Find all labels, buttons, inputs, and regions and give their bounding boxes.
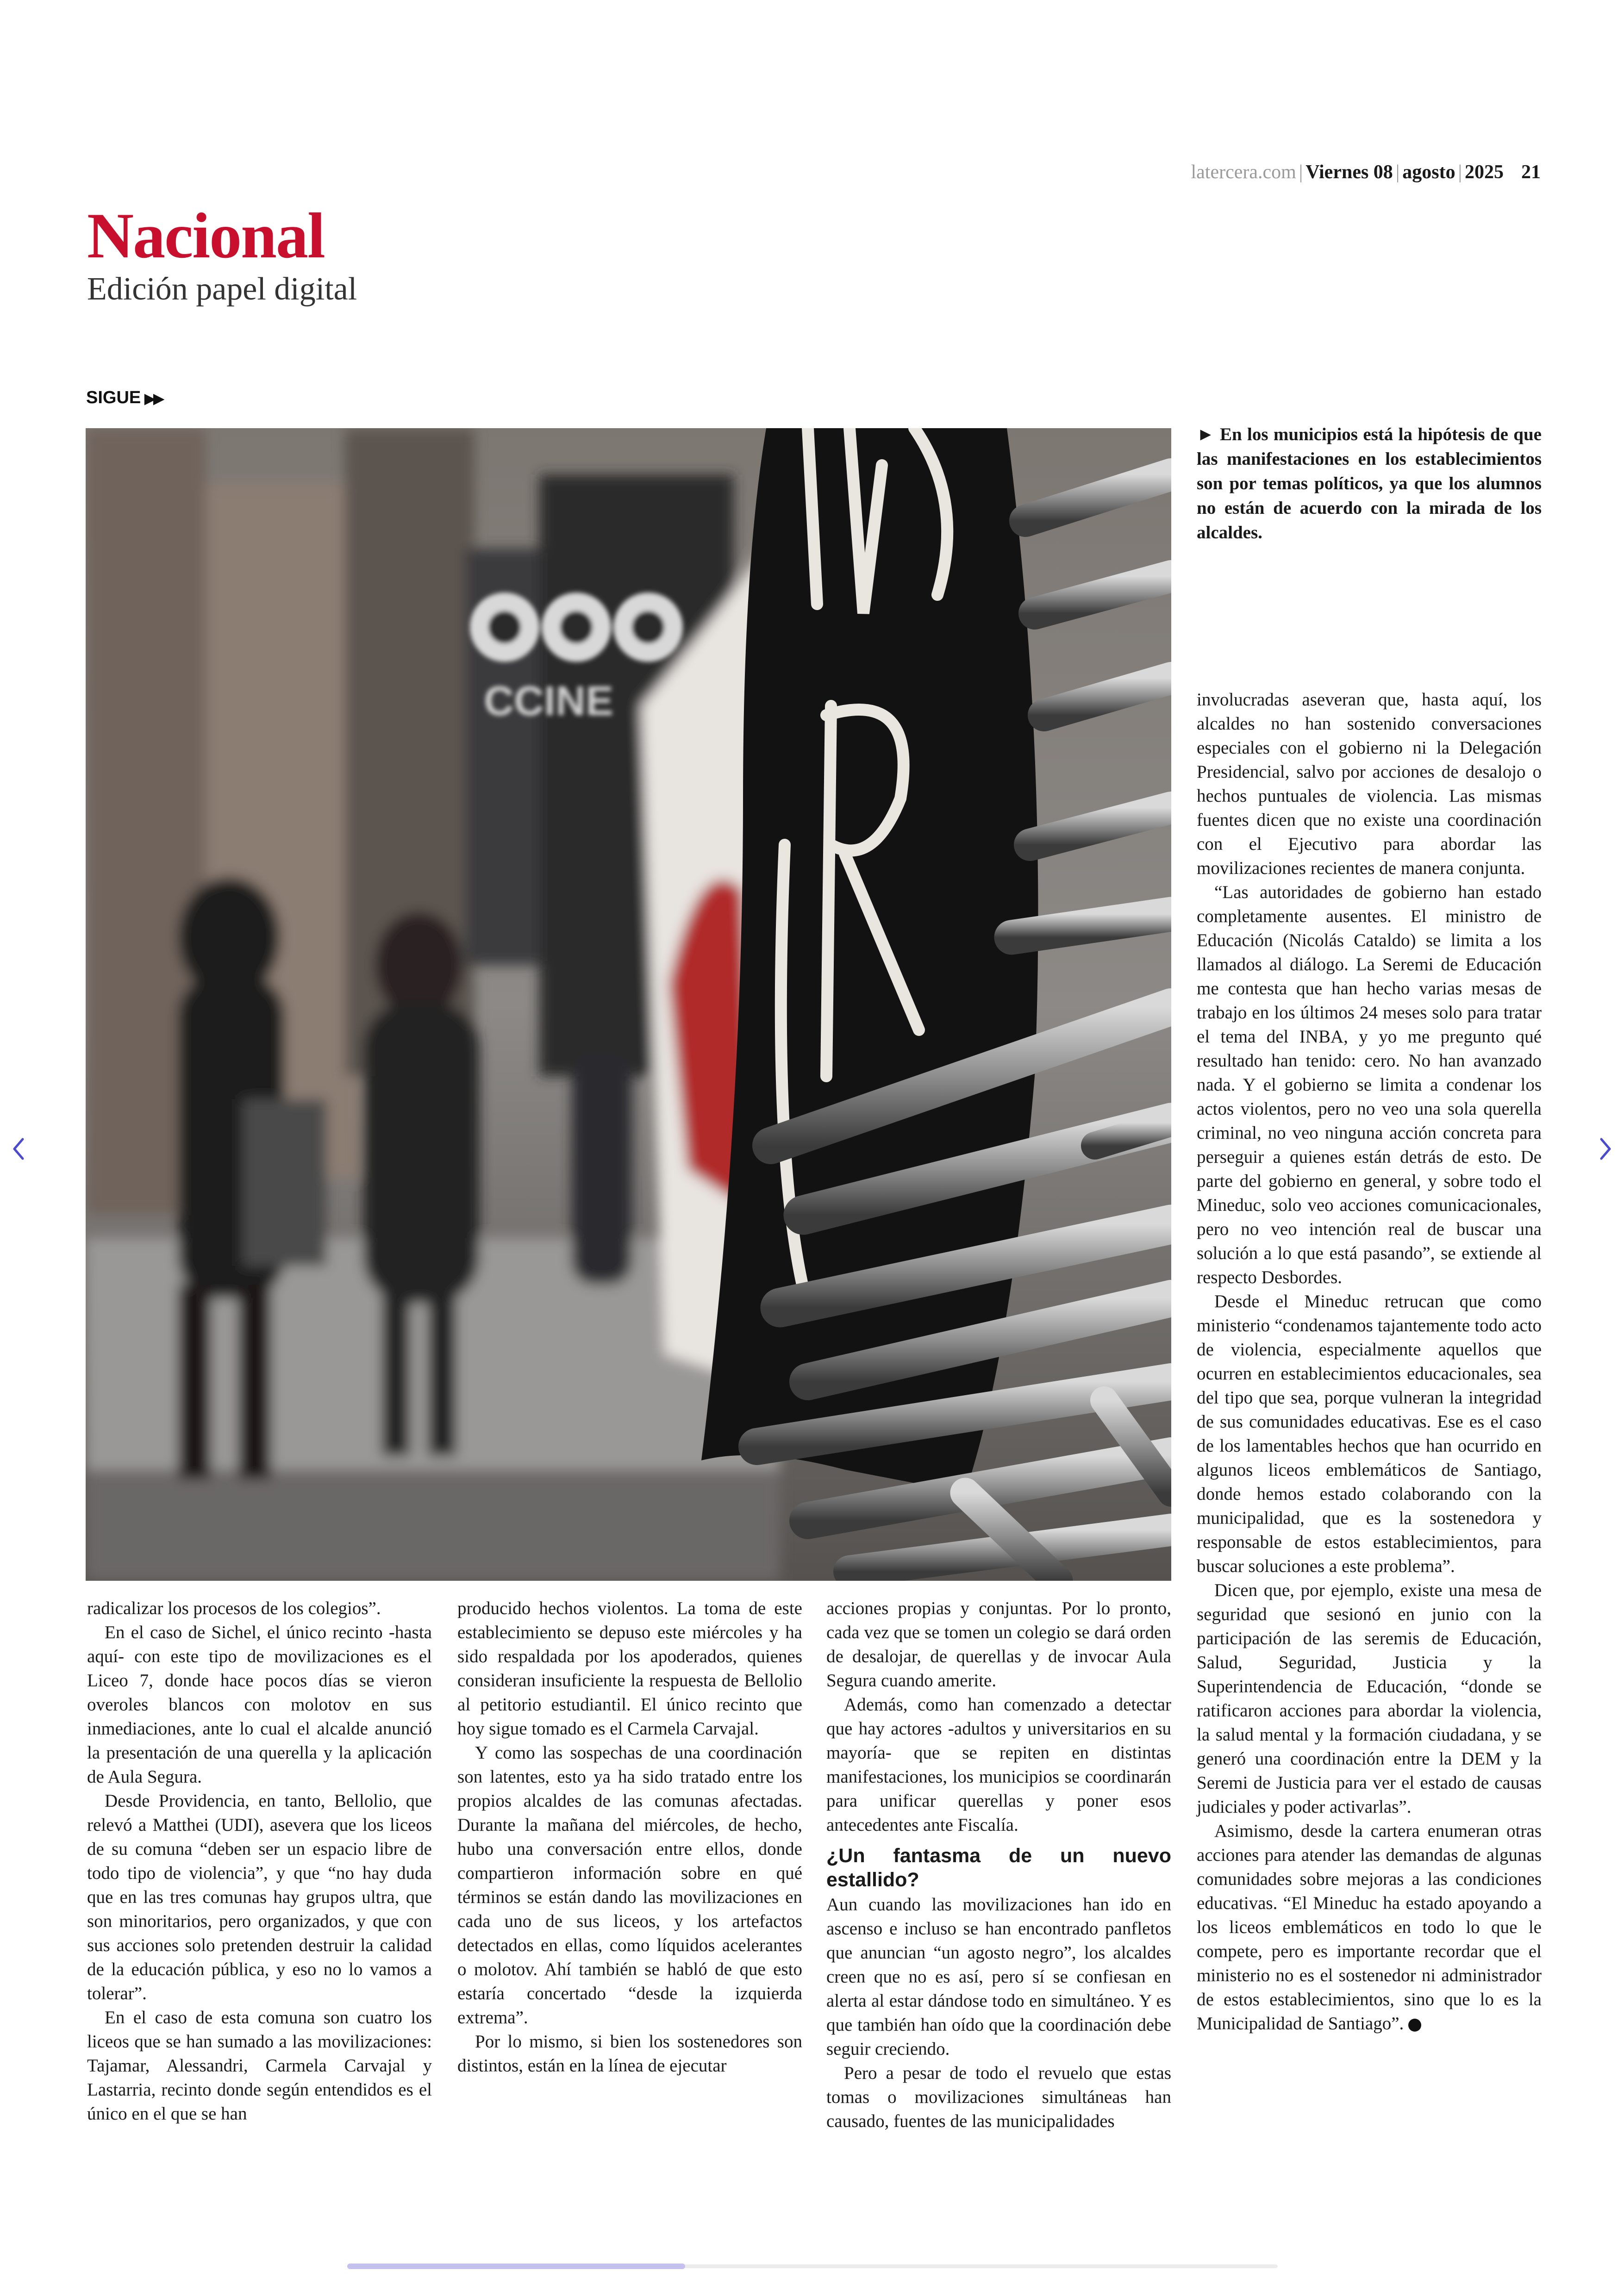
end-of-article-icon bbox=[1408, 2019, 1421, 2032]
protest-photo-illustration bbox=[86, 428, 1171, 1581]
previous-page-button[interactable] bbox=[5, 1126, 32, 1172]
paragraph: Además, como han comenzado a detectar que hay actores -adultos y universitarios en su mayoría- que se repiten en distintas manifestaciones, los municipios se coordinarán para unificar querellas y poner esos antecedentes ante Fiscalía. bbox=[826, 1695, 1171, 1835]
paragraph: Desde el Mineduc retrucan que como ministerio “condenamos tajantemente todo acto de violencia, especialmente aquellos que ocurren en establecimientos educacionales, sea del tipo que sea, porque vulneran la integridad de sus comunidades educativas. Ese es el caso de los lamentables hechos que han ocurrido en algunos liceos emblemáticos de Santiago, donde hemos estado colaborando con la municipalidad, que es la sostenedora y responsable de estos establecimientos, para buscar soluciones a este problema”. bbox=[1197, 1291, 1542, 1576]
paragraph: involucradas aseveran que, hasta aquí, los alcaldes no han sostenido conversaciones especiales con el gobierno ni la Delegación Presidencial, salvo por acciones de desalojo o hechos puntuales de violencia. Las mismas fuentes dicen que no existe una coordinación con el Ejecutivo para abordar las movilizaciones recientes de manera conjunta. bbox=[1197, 690, 1542, 878]
page-number: 21 bbox=[1521, 162, 1541, 183]
paragraph: Pero a pesar de todo el revuelo que estas tomas o movilizaciones simultáneas han causado, fuentes de las municipalidades bbox=[826, 2063, 1171, 2131]
header-day: Viernes 08 bbox=[1305, 162, 1393, 183]
double-arrow-icon: ▶▶ bbox=[144, 391, 162, 406]
paragraph: radicalizar los procesos de los colegios”. bbox=[87, 1598, 381, 1618]
site-name: latercera.com bbox=[1191, 162, 1296, 183]
paragraph-text: Asimismo, desde la cartera enumeran otras acciones para atender las demandas de algunas comunidades sobre mejoras a las condiciones educativas. “El Mineduc ha estado apoyando a los liceos emblemáticos en todo lo que le compete, pero es importante recordar que el ministerio no es el sostenedor ni administrador de estos establecimientos, sino que lo es la Municipalidad de Santiago”. bbox=[1197, 1821, 1542, 2033]
section-title: Nacional bbox=[87, 200, 325, 272]
article-column-4 bbox=[1197, 688, 1542, 2036]
edition-label: Edición papel digital bbox=[87, 271, 357, 307]
chevron-right-icon bbox=[1599, 1137, 1612, 1160]
paragraph: Dicen que, por ejemplo, existe una mesa de seguridad que sesionó en junio con la participación de las seremis de Educación, Salud, Seguridad, Justicia y la Superintendencia de Educación, “donde se ratificaron acciones para abordar la violencia, la salud mental y la formación ciudadana, y se generó una coordinación entre la DEM y la Seremi de Justicia para ver el estado de causas judiciales y poder activarlas”. bbox=[1197, 1580, 1542, 1817]
paragraph: En el caso de Sichel, el único recinto -hasta aquí- con este tipo de movilizaciones es el Liceo 7, donde hace pocos días se vieron overoles blancos con molotov en sus inmediaciones, ante lo cual el alcalde anunció la presentación de una querella y la aplicación de Aula Segura. bbox=[87, 1622, 432, 1787]
scrollbar-thumb[interactable] bbox=[347, 2264, 685, 2269]
paragraph: Por lo mismo, si bien los sostenedores son distintos, están en la línea de ejecutar bbox=[457, 2032, 802, 2076]
article-photo bbox=[86, 428, 1171, 1581]
paragraph: producido hechos violentos. La toma de este establecimiento se depuso este miércoles y ha sido respaldada por los apoderados, quienes consideran insuficiente la respuesta de Bellolio al petitorio estudiantil. El único recinto que hoy sigue tomado es el Carmela Carvajal. bbox=[457, 1598, 802, 1739]
header-month: agosto bbox=[1402, 162, 1455, 183]
photo-caption: ► En los municipios está la hipótesis de que las manifestaciones en los establecimientos son por temas políticos, ya que los alumnos no están de acuerdo con la mirada de los alcaldes. bbox=[1197, 424, 1542, 543]
paragraph-last bbox=[1197, 1819, 1542, 2036]
page-header-info: latercera.com | Viernes 08 | agosto | 2025 21 bbox=[1191, 162, 1541, 183]
article-column-1 bbox=[87, 1597, 432, 2126]
paragraph: Desde Providencia, en tanto, Bellolio, que relevó a Matthei (UDI), asevera que los liceos de su comuna “deben ser un espacio libre de todo tipo de violencia”, y que “no hay duda que en las tres comunas hay grupos ultra, que son minoritarios, pero organizados, y que con sus acciones solo pretenden destruir la calidad de la educación pública, y eso no lo vamos a tolerar”. bbox=[87, 1791, 432, 2003]
continues-label bbox=[86, 388, 162, 408]
article-subheading: ¿Un fantasma de un nuevo estallido? bbox=[826, 1845, 1171, 1891]
paragraph: Y como las sospechas de una coordinación son latentes, esto ya ha sido tratado entre los propios alcaldes de las comunas afectadas. Durante la mañana del miércoles, de hecho, hubo una conversación entre ellos, donde compartieron información sobre en qué términos se están dando las movilizaciones en cada uno de sus liceos, y los artefactos detectados en ellas, como líquidos acelerantes o molotov. Ahí también se habló de que esto estaría concertado “desde la izquierda extrema”. bbox=[457, 1743, 802, 2027]
article-column-3 bbox=[826, 1597, 1171, 2133]
paragraph: acciones propias y conjuntas. Por lo pronto, cada vez que se tomen un colegio se dará orden de desalojar, de querellas y de invocar Aula Segura cuando amerite. bbox=[826, 1598, 1171, 1690]
paragraph: “Las autoridades de gobierno han estado completamente ausentes. El ministro de Educación (Nicolás Cataldo) se limita a los llamados al diálogo. La Seremi de Educación me contesta que han hecho varias mesas de trabajo en los últimos 24 meses solo para tratar el tema del INBA, y yo me pregunto qué resultado han tenido: cero. No han avanzado nada. Y el gobierno se limita a condenar los actos violentos, pero no veo una sola querella criminal, no veo ninguna acción concreta para perseguir a quienes están detrás de esto. De parte del gobierno en general, y sobre todo el Mineduc, solo veo acciones comunicacionales, pero no veo intención real de buscar una solución a lo que está pasando”, se extiende al respecto Desbordes. bbox=[1197, 882, 1542, 1287]
sign-text: CCINE bbox=[484, 678, 614, 724]
chevron-left-icon bbox=[12, 1137, 25, 1160]
continues-text: SIGUE bbox=[86, 388, 141, 407]
header-year: 2025 bbox=[1465, 162, 1504, 183]
article-column-2 bbox=[457, 1597, 802, 2078]
next-page-button[interactable] bbox=[1592, 1126, 1619, 1172]
paragraph: Aun cuando las movilizaciones han ido en ascenso e incluso se han encontrado panfletos que anuncian “un agosto negro”, los alcaldes creen que no es así, pero sí se confiesan en alerta al estar dándose todo en simultáneo. Y es que también han oído que la coordinación debe seguir creciendo. bbox=[826, 1895, 1171, 2059]
paragraph: En el caso de esta comuna son cuatro los liceos que se han sumado a las movilizaciones: Tajamar, Alessandri, Carmela Carvajal y Lastarria, recinto donde según entendidos es el único en el que se han bbox=[87, 2008, 432, 2124]
